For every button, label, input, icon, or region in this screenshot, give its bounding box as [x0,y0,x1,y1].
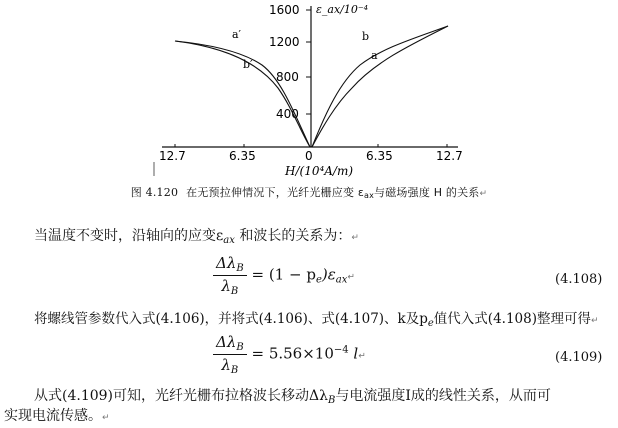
curve-label: b′ [243,58,253,71]
curve-label: a [371,49,378,62]
x-tick-label: 12.7 [436,149,463,163]
curve-label: b [362,30,370,43]
curve-b [312,26,448,147]
caption-text-end: 与磁场强度 H 的关系 [374,186,480,199]
y-tick-label: 1200 [269,35,300,49]
curve-a [312,26,448,147]
y-tick-label: 800 [276,70,299,84]
figure-caption: 图 4.120 在无预拉伸情况下，光纤光栅应变 $\varepsilon_{ax}$与磁场强度 H 的关系↵ [130,186,488,200]
y-tick-label: 1600 [269,3,300,17]
x-axis-label: H/(10⁴A/m) [285,164,354,178]
y-tick-label: 400 [276,107,299,121]
equation-4-109: $\frac{\Delta\lambda_B}{\lambda_B}$ = $5.56\times 10^{-4}$ l↵ [213,333,366,376]
figure-number: 图 4.120 [130,186,179,199]
equation-number-4-108: (4.108) [555,272,603,287]
paragraph-2: 将螺线管参数代入式(4.106)，并将式(4.106)、式(4.107)、k及$p_e$值代入式(4.108)整理可得↵ [34,311,599,329]
caption-text: 在无预拉伸情况下，光纤光栅应变 ε [186,186,364,199]
paragraph-3: 从式(4.109)可知，光纤光栅布拉格波长移动$\Delta\lambda_B$与电流强度I成的线性关系，从而可 [34,388,551,406]
fraction: $\frac{\Delta\lambda_B}{\lambda_B}$ [213,254,247,297]
x-tick-label: 12.7 [159,149,186,163]
curve-label: a′ [232,28,242,41]
caption-subscript: ax [363,191,375,200]
x-tick-label: 6.35 [229,149,256,163]
curve-a-prime [175,41,310,147]
strain-field-chart [0,0,618,210]
y-axis-label: ε_ax/10⁻⁴ [316,3,369,16]
fraction: $\frac{\Delta\lambda_B}{\lambda_B}$ [213,333,247,376]
x-tick-label: 6.35 [366,149,393,163]
paragraph-1: 当温度不变时，沿轴向的应变$\varepsilon_{ax}$ 和波长的关系为：↵ [34,228,359,246]
paragraph-3-line-2: 实现电流传感。↵ [4,408,110,424]
equation-4-108: $\frac{\Delta\lambda_B}{\lambda_B}$ = $(1 - p_e)\varepsilon_{ax}↵$ [213,254,355,297]
curve-b-prime [175,41,310,147]
x-tick-label: 0 [305,149,313,163]
equation-number-4-109: (4.109) [555,350,603,365]
